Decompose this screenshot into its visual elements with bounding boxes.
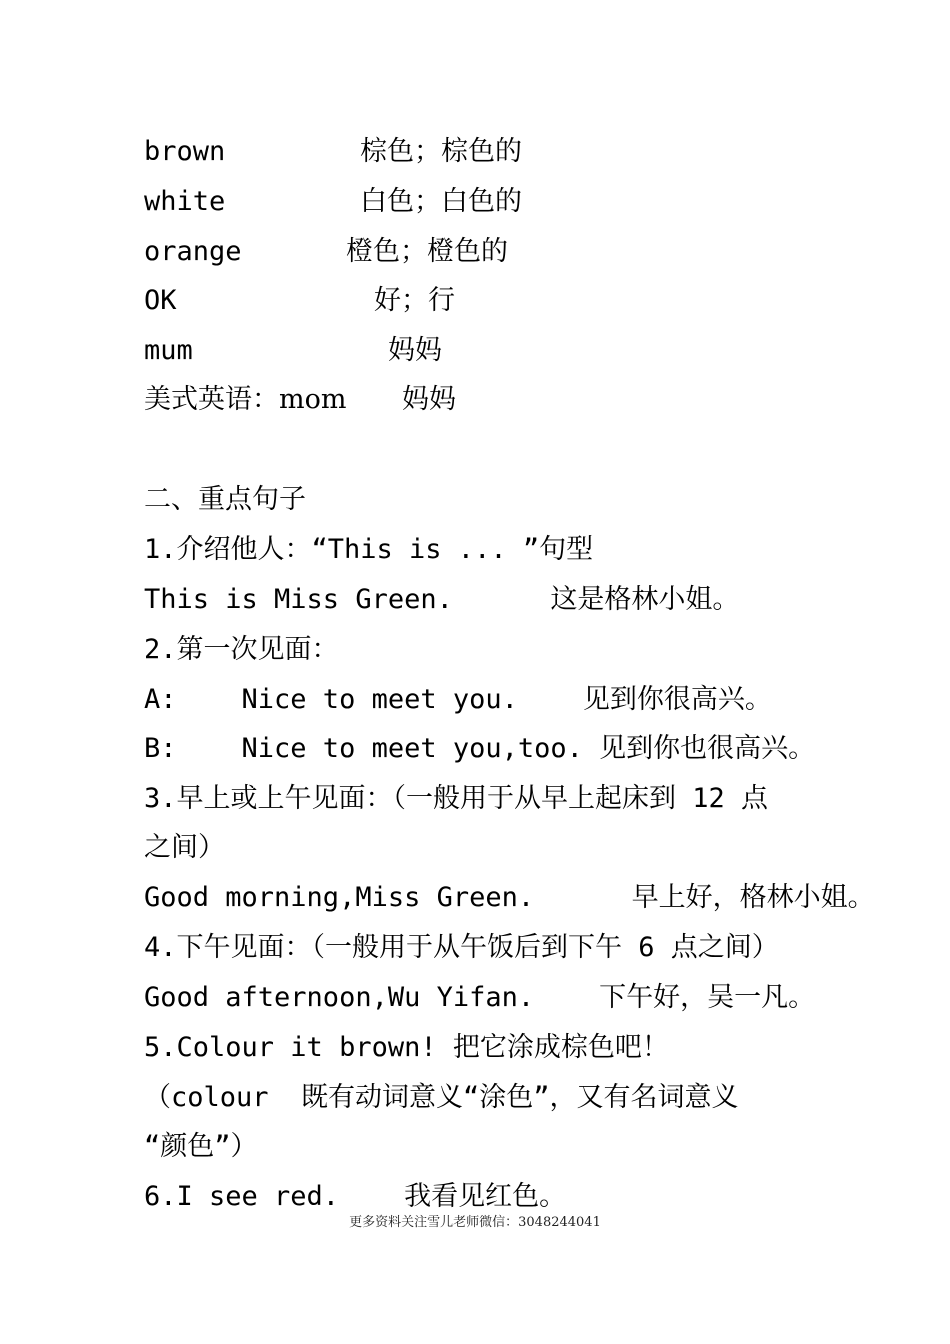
sentence-line: “颜色”）	[144, 1131, 258, 1162]
vocab-meaning: 好；行	[374, 285, 455, 316]
vocab-meaning: 白色；白色的	[360, 186, 522, 217]
sentence-line: 6.I see red. 我看见红色。	[144, 1181, 567, 1212]
vocab-word: mum	[144, 335, 193, 366]
sentence-line: 之间）	[144, 832, 225, 863]
vocab-row	[144, 283, 744, 319]
footer-note: 更多资料关注雪儿老师微信：3048244041	[349, 1215, 601, 1230]
vocab-word: brown	[144, 136, 226, 167]
sentence-line: A: Nice to meet you. 见到你很高兴。	[144, 684, 772, 715]
sentence-line: 1.介绍他人：“This is ... ”句型	[144, 534, 594, 565]
vocab-meaning: 妈妈	[402, 384, 456, 415]
vocab-row	[144, 382, 744, 418]
vocab-word: orange	[144, 236, 242, 267]
vocab-word: white	[144, 186, 226, 217]
sentence-line: This is Miss Green. 这是格林小姐。	[144, 584, 740, 615]
vocab-row	[144, 134, 744, 170]
vocab-row	[144, 184, 744, 220]
sentence-line: Good morning,Miss Green. 早上好，格林小姐。	[144, 882, 875, 913]
vocab-row	[144, 333, 744, 369]
vocab-word: 美式英语：mom	[144, 384, 347, 415]
sentence-line: （colour 既有动词意义“涂色”，又有名词意义	[144, 1082, 739, 1113]
vocab-meaning: 棕色；棕色的	[360, 136, 522, 167]
sentence-line: B: Nice to meet you,too. 见到你也很高兴。	[144, 733, 816, 764]
sentence-line: 5.Colour it brown! 把它涂成棕色吧！	[144, 1032, 669, 1063]
sentence-line: 3.早上或上午见面：（一般用于从早上起床到 12 点	[144, 783, 769, 814]
vocab-row	[144, 234, 744, 270]
vocab-meaning: 橙色；橙色的	[346, 236, 508, 267]
vocab-word: OK	[144, 285, 177, 316]
sentence-line: 4.下午见面：（一般用于从午饭后到下午 6 点之间）	[144, 932, 779, 963]
sentence-line: 2.第一次见面：	[144, 634, 339, 665]
vocab-meaning: 妈妈	[388, 335, 442, 366]
section-title: 二、重点句子	[144, 484, 306, 515]
sentence-line: Good afternoon,Wu Yifan. 下午好，吴一凡。	[144, 982, 816, 1013]
